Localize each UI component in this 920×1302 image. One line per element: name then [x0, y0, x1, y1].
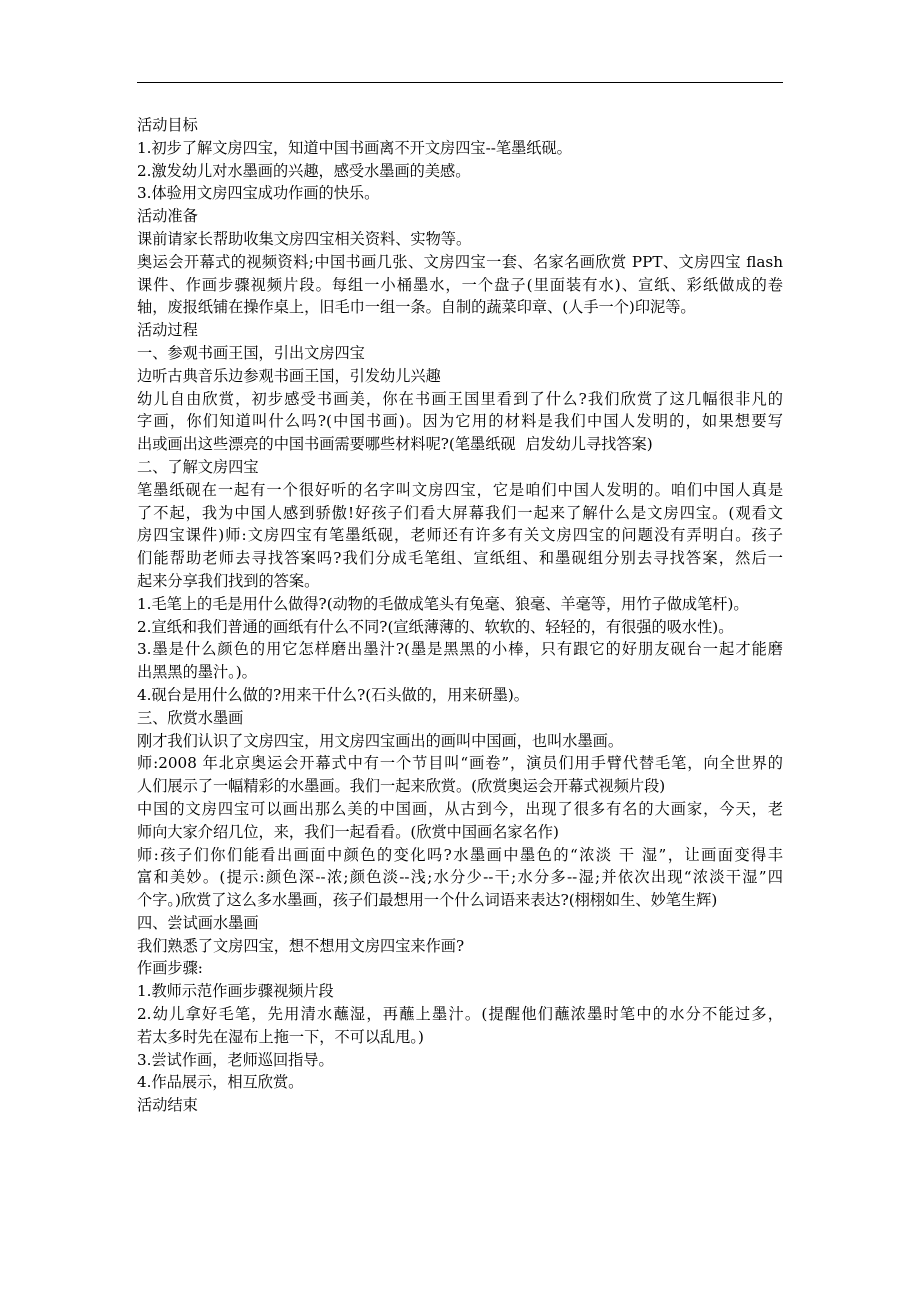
- text-line: 活动过程: [137, 321, 198, 340]
- document-body: [137, 114, 787, 1117]
- text-line: 四、尝试画水墨画: [137, 913, 259, 932]
- text-line: 房四宝课件)师:文房四宝有笔墨纸砚，老师还有许多有关文房四宝的问题没有弄明白。孩子: [137, 526, 783, 545]
- text-line: 若太多时先在湿布上拖一下，不可以乱甩。): [137, 1027, 424, 1046]
- text-line: 字画，你们知道叫什么吗?(中国书画)。因为它用的材料是我们中国人发明的，如果想要写: [137, 412, 783, 431]
- text-line: 三、欣赏水墨画: [137, 708, 244, 727]
- text-line: 师向大家介绍几位，来，我们一起看看。(欣赏中国画名家名作): [137, 822, 559, 841]
- text-line: 2.宣纸和我们普通的画纸有什么不同?(宣纸薄薄的、软软的、轻轻的，有很强的吸水性)。: [137, 617, 734, 636]
- text-line: 活动结束: [137, 1096, 198, 1115]
- text-line: 出或画出这些漂亮的中国书画需要哪些材料呢?(笔墨纸砚 启发幼儿寻找答案): [137, 435, 653, 454]
- header-rule: [137, 82, 783, 83]
- text-line: 中国的文房四宝可以画出那么美的中国画，从古到今，出现了很多有名的大画家，今天，老: [137, 799, 783, 818]
- text-line: 师:2008 年北京奥运会开幕式中有一个节目叫“画卷”，演员们用手臂代替毛笔，向全世界的: [137, 754, 783, 773]
- text-line: 活动准备: [137, 207, 198, 226]
- text-line: 个字。)欣赏了这么多水墨画，孩子们最想用一个什么词语来表达?(栩栩如生、妙笔生辉): [137, 891, 718, 910]
- text-line: 3.墨是什么颜色的用它怎样磨出墨汁?(墨是黑黑的小棒，只有跟它的好朋友砚台一起才能磨: [137, 640, 783, 659]
- text-line: 我们熟悉了文房四宝，想不想用文房四宝来作画?: [137, 936, 465, 955]
- text-line: 人们展示了一幅精彩的水墨画。我们一起来欣赏。(欣赏奥运会开幕式视频片段): [137, 777, 666, 796]
- text-line: 4.作品展示，相互欣赏。: [137, 1073, 304, 1092]
- text-line: 们能帮助老师去寻找答案吗?我们分成毛笔组、宣纸组、和墨砚组分别去寻找答案，然后一: [137, 549, 783, 568]
- text-line: 二、了解文房四宝: [137, 457, 259, 476]
- text-line: 师:孩子们你们能看出画面中颜色的变化吗?水墨画中墨色的“浓淡 干 湿”，让画面变得丰: [137, 845, 783, 864]
- text-line: 边听古典音乐边参观书画王国，引发幼儿兴趣: [137, 366, 441, 385]
- text-line: 课前请家长帮助收集文房四宝相关资料、实物等。: [137, 229, 472, 248]
- text-line: 活动目标: [137, 116, 198, 134]
- text-line: 3.尝试作画，老师巡回指导。: [137, 1050, 334, 1069]
- text-line: 1.初步了解文房四宝，知道中国书画离不开文房四宝--笔墨纸砚。: [137, 138, 572, 157]
- text-line: 轴，废报纸铺在操作桌上，旧毛巾一组一条。自制的蔬菜印章、(人手一个)印泥等。: [137, 298, 696, 317]
- text-line: 4.砚台是用什么做的?用来干什么?(石头做的，用来研墨)。: [137, 685, 529, 704]
- text-line: 一、参观书画王国，引出文房四宝: [137, 343, 365, 362]
- text-line: 2.幼儿拿好毛笔，先用清水蘸湿，再蘸上墨汁。(提醒他们蘸浓墨时笔中的水分不能过多，: [137, 1005, 783, 1024]
- text-line: 3.体验用文房四宝成功作画的快乐。: [137, 184, 380, 203]
- text-line: 1.毛笔上的毛是用什么做得?(动物的毛做成笔头有兔毫、狼毫、羊毫等，用竹子做成笔杆)。: [137, 594, 749, 613]
- text-line: 作画步骤:: [137, 959, 203, 978]
- text-line: 2.激发幼儿对水墨画的兴趣，感受水墨画的美感。: [137, 161, 471, 180]
- text-line: 富和美妙。(提示:颜色深--浓;颜色淡--浅;水分少--干;水分多--湿;并依次出现“浓淡干湿”四: [137, 868, 783, 887]
- text-line: 刚才我们认识了文房四宝，用文房四宝画出的画叫中国画，也叫水墨画。: [137, 731, 623, 750]
- text-line: 笔墨纸砚在一起有一个很好听的名字叫文房四宝，它是咱们中国人发明的。咱们中国人真是: [137, 480, 783, 499]
- text-line: 起来分享我们找到的答案。: [137, 571, 320, 590]
- text-line: 幼儿自由欣赏，初步感受书画美，你在书画王国里看到了什么?我们欣赏了这几幅很非凡的: [137, 389, 783, 408]
- text-line: 出黑黑的墨汁。)。: [137, 663, 257, 682]
- text-line: 了不起，我为中国人感到骄傲!好孩子们看大屏幕我们一起来了解什么是文房四宝。(观看文: [137, 503, 783, 522]
- text-line: 1.教师示范作画步骤视频片段: [137, 982, 334, 1001]
- text-line: 课件、作画步骤视频片段。每组一小桶墨水，一个盘子(里面装有水)、宣纸、彩纸做成的卷: [137, 275, 783, 294]
- text-line: 奥运会开幕式的视频资料;中国书画几张、文房四宝一套、名家名画欣赏 PPT、文房四宝 flash: [137, 252, 783, 271]
